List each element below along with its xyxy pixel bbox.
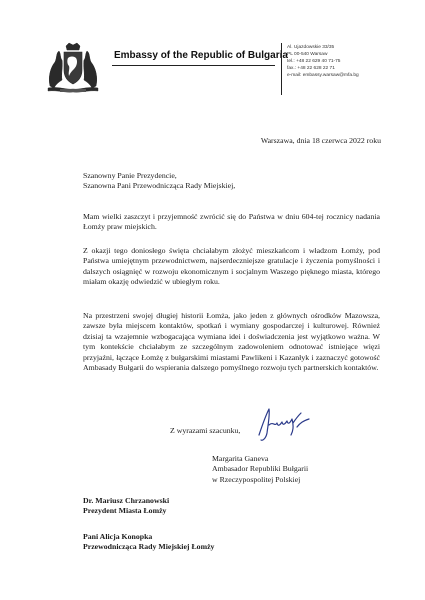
email-line: e-mail: embassy.warsaw@mfa.bg <box>287 73 359 78</box>
header-divider <box>281 43 282 95</box>
salutation-line: Szanowna Pani Przewodnicząca Rady Miejskiej, <box>83 181 236 191</box>
addressee-name: Dr. Mariusz Chrzanowski <box>83 496 170 505</box>
paragraph-3: Na przestrzeni swojej długiej historii Łomża, jako jeden z głównych ośrodków Mazowsza, zawsze była miejscem kontaktów, spotkań i wymiany gospodarczej i kulturowej. Również dzisiaj ta wzajemnie wzbogacająca wymiana idei i doświadczenia jest wyjątkowo ważna. W tym kontekście chciałabym ze szczególnym zadowoleniem odnotować istniejące więzi przyjaźni, łączące Łomżę z bułgarskimi miastami Pawlikeni i Kazanłyk i zaznaczyć gotowość Ambasady Bułgarii do wspierania dalszego pomyślnego rozwoju tych partnerskich kontaktów. <box>83 311 380 373</box>
signer-title: w Rzeczypospolitej Polskiej <box>212 474 301 484</box>
addressee-title: Prezydent Miasta Łomży <box>83 506 167 516</box>
handwritten-signature <box>253 405 315 445</box>
fax-line: fax.: +48 22 628 22 71 <box>287 66 335 71</box>
salutation <box>83 171 235 192</box>
addressee-block <box>83 532 214 553</box>
address-line: Al. Ujazdowskie 33/35 <box>287 45 335 50</box>
closing-phrase: Z wyrazami szacunku, <box>170 426 241 435</box>
signer-title: Ambasador Republiki Bułgarii <box>212 464 309 474</box>
paragraph-2: Z okazji tego doniosłego święta chciałabym złożyć mieszkańcom i władzom Łomży, pod Państwa umiejętnym przewodnictwem, najserdeczniejsze gratulacje i życzenia pomyślności i dalszych osiągnięć w rozwoju ekonomicznym i socjalnym Waszego pięknego miasta, którego miałam okazję odwiedzić w ubiegłym roku. <box>83 246 380 287</box>
phone-line: tel.: +48 22 629 40 71-75 <box>287 59 341 64</box>
addressee-title: Przewodnicząca Rady Miejskiej Łomży <box>83 542 215 552</box>
header-underline <box>112 65 275 66</box>
addressee-name: Pani Alicja Konopka <box>83 532 153 541</box>
letter-date: Warszawa, dnia 18 czerwca 2022 roku <box>260 136 381 145</box>
signer-name: Margarita Ganeva <box>212 454 269 463</box>
bulgarian-coat-of-arms-icon <box>44 42 102 94</box>
signer-block <box>212 454 308 485</box>
embassy-address <box>287 44 359 79</box>
paragraph-1: Mam wielki zaszczyt i przyjemność zwrócić się do Państwa w dniu 604-tej rocznicy nadania Łomży praw miejskich. <box>83 212 380 232</box>
address-line: PL 00-540 Warsaw <box>287 52 328 57</box>
embassy-name: Embassy of the Republic of Bulgaria <box>114 50 288 61</box>
salutation-line: Szanowny Panie Prezydencie, <box>83 171 177 180</box>
addressee-block <box>83 496 169 517</box>
